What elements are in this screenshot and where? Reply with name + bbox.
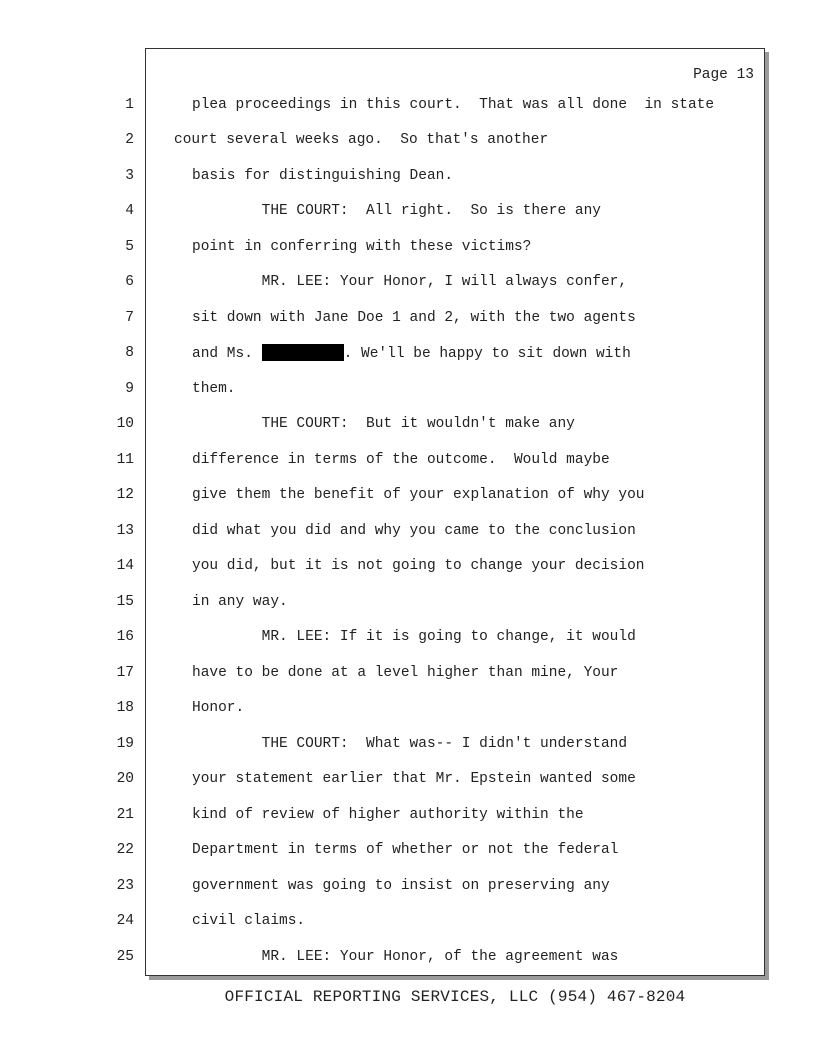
transcript-line: MR. LEE: Your Honor, I will always confer, — [192, 274, 628, 290]
line-number: 11 — [116, 452, 134, 468]
transcript-line: MR. LEE: If it is going to change, it would — [192, 629, 636, 645]
line-number: 9 — [125, 381, 134, 397]
line-number: 8 — [125, 345, 134, 361]
line-number: 2 — [125, 132, 134, 148]
transcript-line: government was going to insist on preserving any — [192, 878, 610, 894]
transcript-line: THE COURT: What was-- I didn't understand — [192, 736, 628, 752]
line-number: 17 — [116, 665, 134, 681]
line-number: 15 — [116, 594, 134, 610]
line-number: 16 — [116, 629, 134, 645]
transcript-line: Department in terms of whether or not the federal — [192, 842, 619, 858]
line-number: 13 — [116, 523, 134, 539]
line-number: 21 — [116, 807, 134, 823]
transcript-line: basis for distinguishing Dean. — [192, 168, 454, 184]
redaction-block — [262, 344, 344, 361]
transcript-line: civil claims. — [192, 913, 306, 929]
transcript-line: THE COURT: All right. So is there any — [192, 203, 601, 219]
transcript-line: did what you did and why you came to the conclusion — [192, 523, 636, 539]
transcript-line: have to be done at a level higher than mine, Your — [192, 665, 619, 681]
transcript-line: point in conferring with these victims? — [192, 239, 532, 255]
line-number: 10 — [116, 416, 134, 432]
line-number: 20 — [116, 771, 134, 787]
transcript-line: MR. LEE: Your Honor, of the agreement was — [192, 949, 619, 965]
transcript-line: give them the benefit of your explanation of why you — [192, 487, 645, 503]
transcript-line: THE COURT: But it wouldn't make any — [192, 416, 575, 432]
reporter-footer: OFFICIAL REPORTING SERVICES, LLC (954) 467-8204 — [224, 988, 686, 1006]
line-number: 25 — [116, 949, 134, 965]
line-number: 14 — [116, 558, 134, 574]
page-number-label: Page 13 — [693, 67, 754, 83]
transcript-line: Honor. — [192, 700, 245, 716]
transcript-line: them. — [192, 381, 236, 397]
line-number: 1 — [125, 97, 134, 113]
transcript-line: your statement earlier that Mr. Epstein wanted some — [192, 771, 636, 787]
transcript-line: sit down with Jane Doe 1 and 2, with the two agents — [192, 310, 636, 326]
line-number: 12 — [116, 487, 134, 503]
transcript-line — [192, 344, 631, 363]
transcript-line: difference in terms of the outcome. Would maybe — [192, 452, 610, 468]
line-number: 19 — [116, 736, 134, 752]
line-number: 24 — [116, 913, 134, 929]
line-text-before-redaction: and Ms. — [192, 346, 262, 362]
line-number: 4 — [125, 203, 134, 219]
transcript-page-frame — [145, 48, 765, 976]
transcript-line: plea proceedings in this court. That was all done in state — [192, 97, 715, 113]
transcript-line: in any way. — [192, 594, 288, 610]
transcript-line: kind of review of higher authority within the — [192, 807, 584, 823]
line-number: 18 — [116, 700, 134, 716]
line-text-after-redaction: . We'll be happy to sit down with — [343, 346, 631, 362]
line-number: 23 — [116, 878, 134, 894]
transcript-line: you did, but it is not going to change your decision — [192, 558, 645, 574]
line-number: 5 — [125, 239, 134, 255]
line-number: 6 — [125, 274, 134, 290]
line-number: 22 — [116, 842, 134, 858]
line-number: 3 — [125, 168, 134, 184]
transcript-line: court several weeks ago. So that's another — [174, 132, 549, 148]
line-number: 7 — [125, 310, 134, 326]
